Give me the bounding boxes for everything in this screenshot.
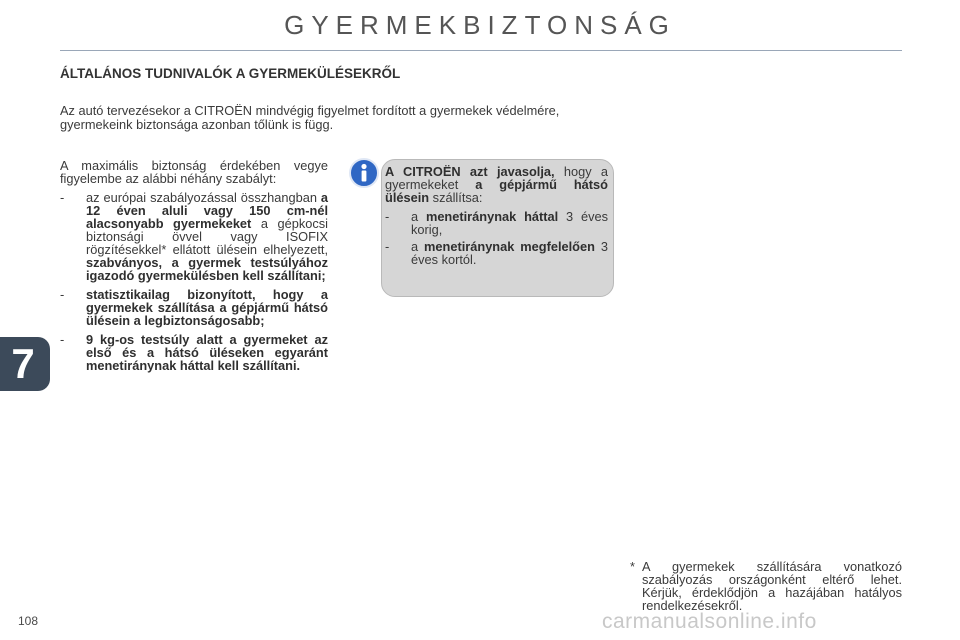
page-number: 108 <box>18 614 39 628</box>
page-title: GYERMEKBIZTONSÁG <box>284 10 676 40</box>
footnote <box>630 560 902 612</box>
info-box-content <box>385 165 608 270</box>
info-text: a <box>411 239 425 254</box>
info-lead <box>385 165 608 204</box>
info-emphasis: a gépjármű hátsó ülésein <box>385 177 608 205</box>
rule-item <box>60 333 328 372</box>
info-icon <box>349 158 379 188</box>
recommendation-item <box>385 240 608 266</box>
info-emphasis: menetiránynak megfelelően <box>424 239 595 254</box>
rule-text: a gépkocsi biztonsági övvel vagy ISOFIX rögzítésekkel* ellátott ülésein elhelyezett, <box>86 216 328 257</box>
rule-item <box>60 191 328 282</box>
section-heading: ÁLTALÁNOS TUDNIVALÓK A GYERMEKÜLÉSEKRŐL <box>60 66 401 81</box>
bullet-dash: - <box>60 190 65 205</box>
rule-emphasis: 9 kg-os testsúly alatt a gyermeket az első és a hátsó üléseken egyaránt menetiránynak háttal kell szállítani. <box>86 332 328 373</box>
rules-lead: A maximális biztonság érdekében vegye figyelembe az alábbi néhány szabályt: <box>60 158 328 186</box>
footnote-text: A gyermekek szállítására vonatkozó szabályozás országonként eltérő lehet. Kérjük, érdeklődjön a hazájában hatályos rendelkezésekről. <box>642 559 902 613</box>
rule-text: az európai szabályozással összhangban <box>86 190 321 205</box>
info-text: szállítsa: <box>429 190 483 205</box>
info-text: a <box>411 209 426 224</box>
rule-emphasis: statisztikailag bizonyított, hogy a gyermekek szállítása a gépjármű hátsó ülésein a legbiztonságosabb; <box>86 287 328 328</box>
intro-paragraph: Az autó tervezésekor a CITROËN mindvégig figyelmet fordított a gyermekek védelmére, gyermekeink biztonsága azonban tőlünk is függ. <box>60 103 560 132</box>
info-text: hogy a gyermekeket <box>385 164 608 192</box>
bullet-dash: - <box>60 332 65 347</box>
chapter-tab <box>0 337 50 391</box>
chapter-number: 7 <box>11 340 35 387</box>
rules-column <box>60 159 328 378</box>
info-text: 3 éves korig, <box>411 209 608 237</box>
rule-emphasis: szabványos, a gyermek testsúlyához igazodó gyermekülésben kell szállítani; <box>86 255 328 283</box>
header-divider <box>60 50 902 51</box>
rule-emphasis: a 12 éven aluli vagy 150 cm-nél alacsonyabb gyermekeket <box>86 190 328 231</box>
rule-item <box>60 288 328 327</box>
footnote-marker: * <box>630 559 635 574</box>
recommendation-item <box>385 210 608 236</box>
bullet-dash: - <box>60 287 65 302</box>
info-text: 3 éves kortól. <box>411 239 608 267</box>
info-emphasis: A CITROËN azt javasolja, <box>385 164 555 179</box>
bullet-dash: - <box>385 209 390 224</box>
info-emphasis: menetiránynak háttal <box>425 209 559 224</box>
bullet-dash: - <box>385 239 390 254</box>
watermark: carmanualsonline.info <box>602 610 817 633</box>
